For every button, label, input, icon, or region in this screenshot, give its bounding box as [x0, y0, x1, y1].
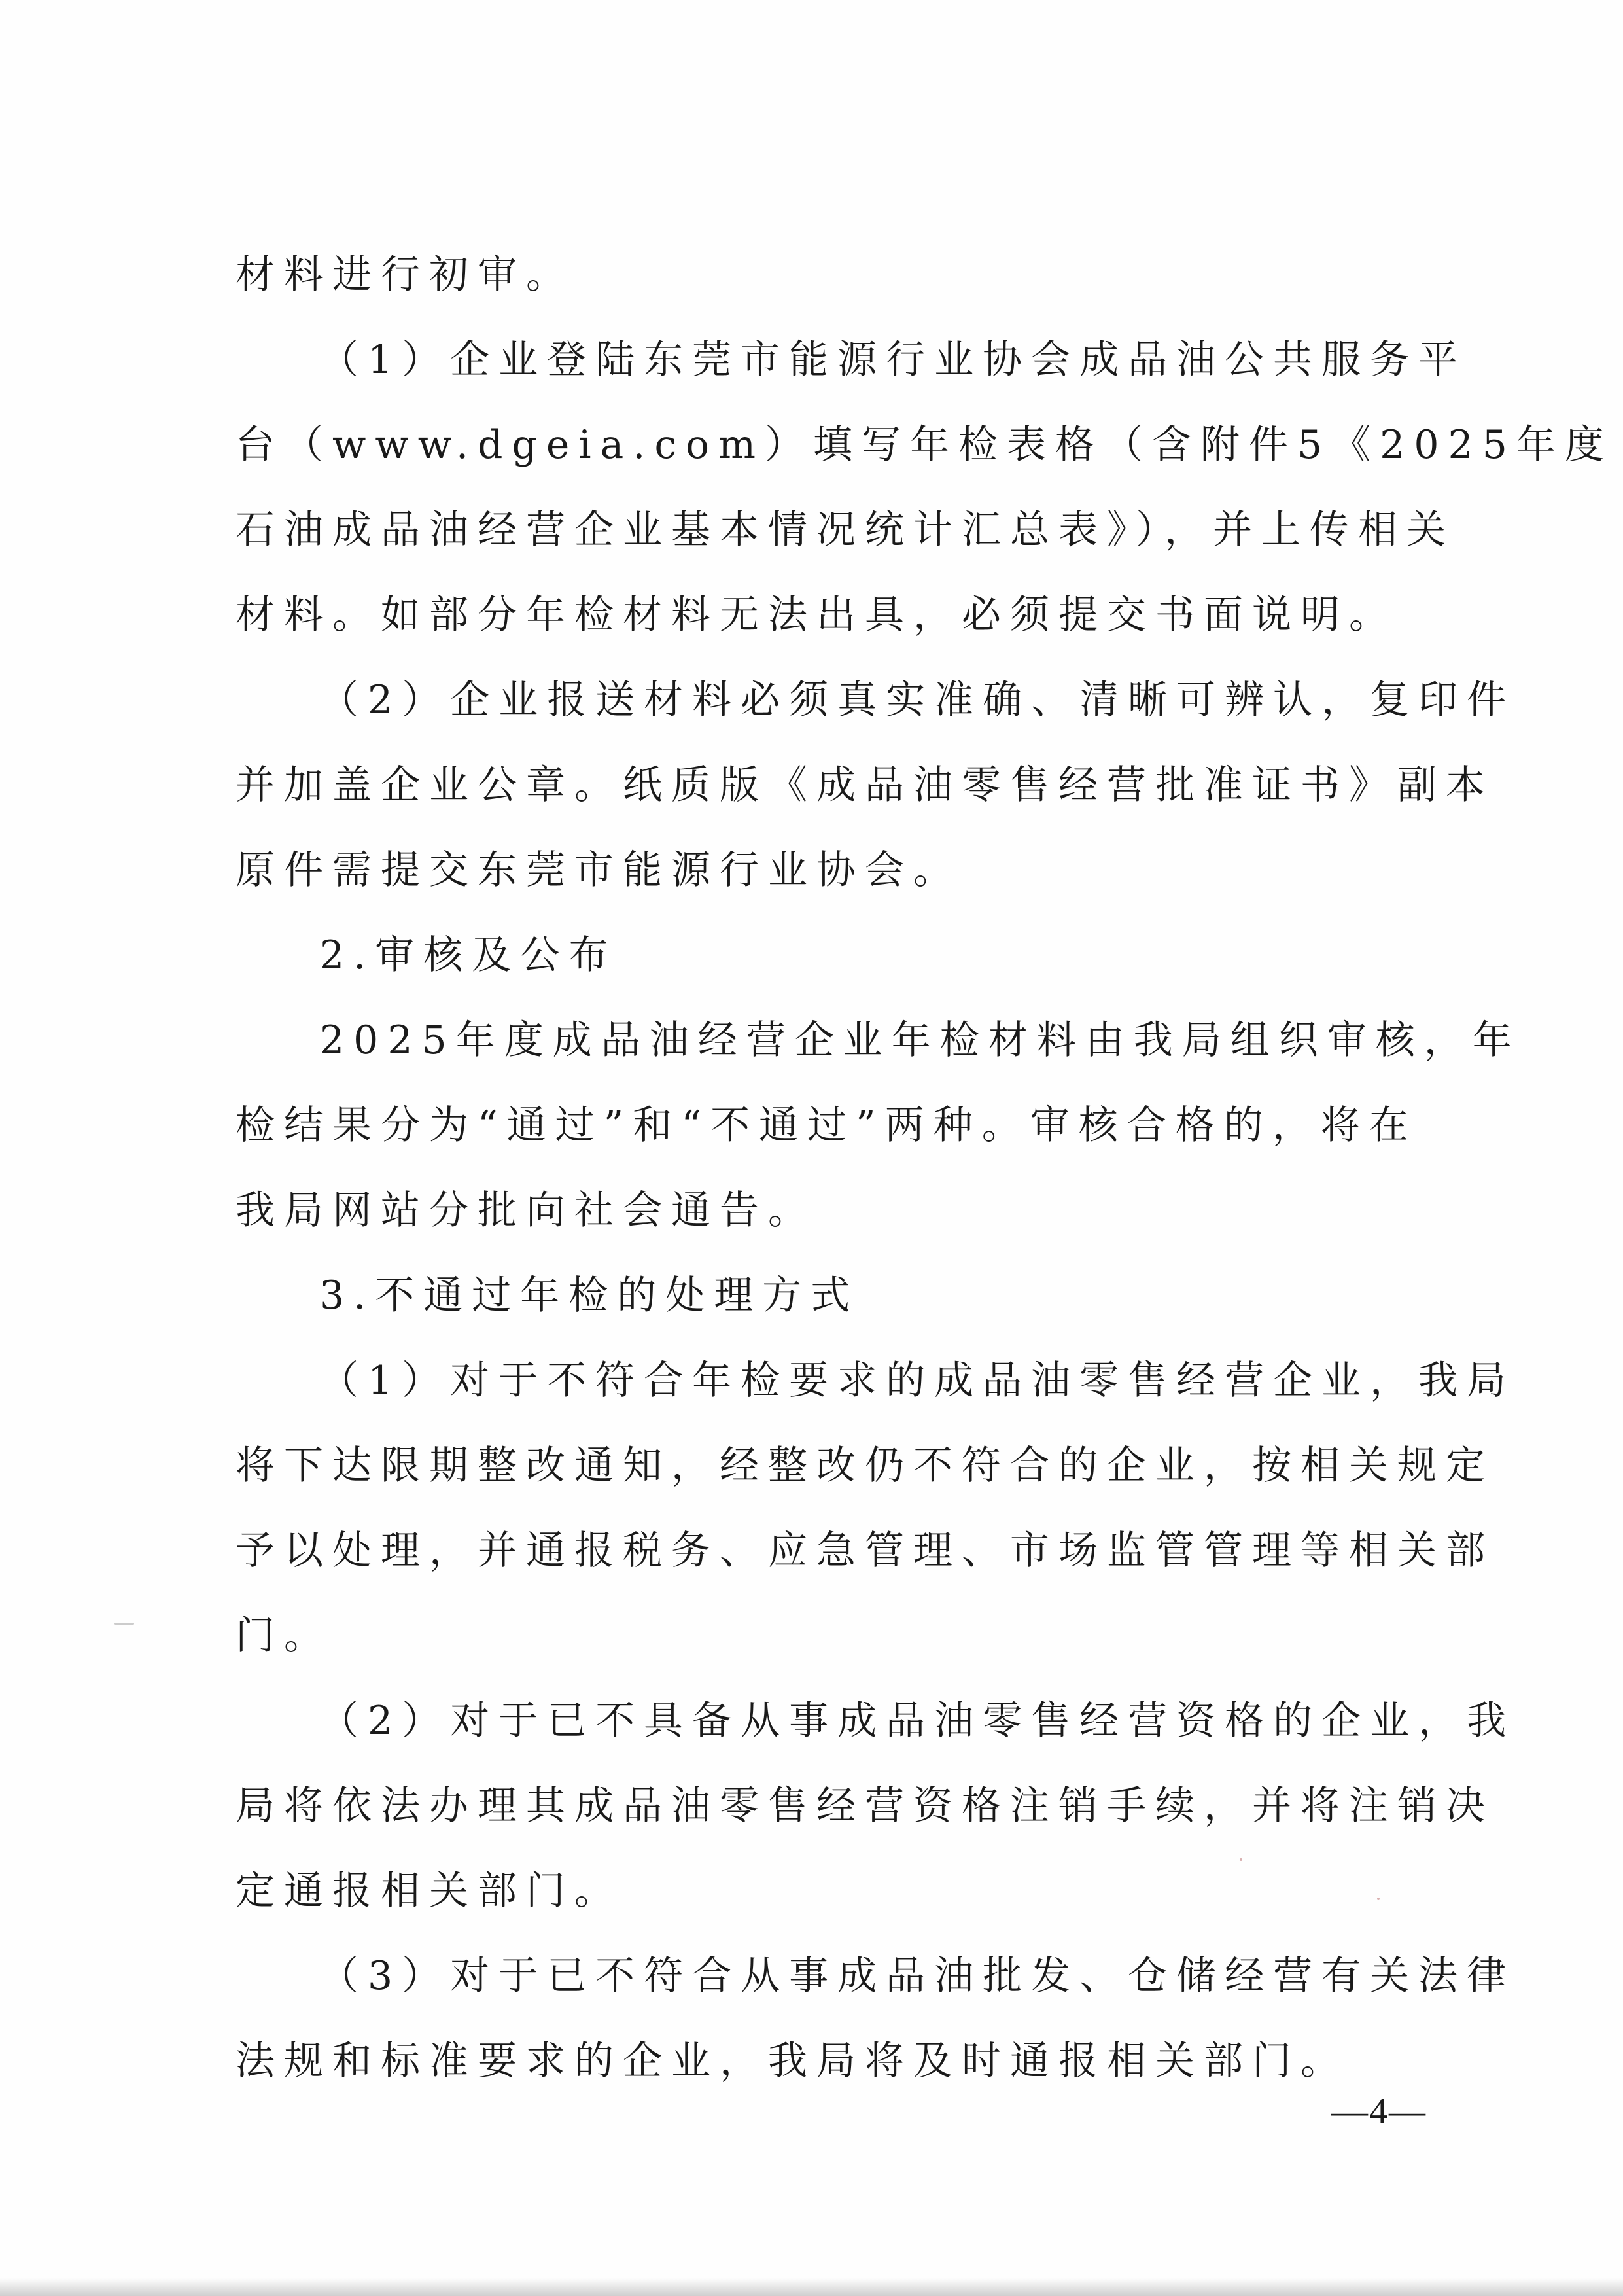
- text-line: 我局网站分批向社会通告。: [236, 1188, 816, 1233]
- scan-mark: [114, 1623, 134, 1625]
- text-line: 予以处理，并通报税务、应急管理、市场监管管理等相关部: [236, 1528, 1494, 1574]
- scan-speck: [1240, 1858, 1242, 1861]
- text-line: （2）企业报送材料必须真实准确、清晰可辨认，复印件: [319, 677, 1516, 723]
- text-line: 台（www.dgeia.com）填写年检表格（含附件5《2025年度: [236, 422, 1613, 468]
- text-line: （2）对于已不具备从事成品油零售经营资格的企业，我: [319, 1698, 1516, 1744]
- text-line: （1）对于不符合年检要求的成品油零售经营企业，我局: [319, 1358, 1516, 1404]
- section-heading: 3.不通过年检的处理方式: [319, 1273, 860, 1318]
- text-line: 材料。如部分年检材料无法出具，必须提交书面说明。: [236, 592, 1397, 638]
- text-line: 石油成品油经营企业基本情况统计汇总表》），并上传相关: [236, 507, 1455, 553]
- text-line: （3）对于已不符合从事成品油批发、仓储经营有关法律: [319, 1953, 1516, 1999]
- text-line: 局将依法办理其成品油零售经营资格注销手续，并将注销决: [236, 1783, 1494, 1829]
- text-line: 将下达限期整改通知，经整改仍不符合的企业，按相关规定: [236, 1443, 1494, 1489]
- page-number: —4—: [1331, 2091, 1427, 2132]
- text-line: 定通报相关部门。: [236, 1868, 623, 1914]
- text-line: 法规和标准要求的企业，我局将及时通报相关部门。: [236, 2038, 1349, 2084]
- text-line: 2025年度成品油经营企业年检材料由我局组织审核，年: [319, 1017, 1521, 1063]
- section-heading: 2.审核及公布: [319, 932, 618, 978]
- scan-bottom-edge: [0, 2278, 1623, 2296]
- scan-speck: [1377, 1898, 1380, 1900]
- text-line: 原件需提交东莞市能源行业协会。: [236, 847, 962, 893]
- document-body: [236, 232, 1613, 2104]
- text-line: 材料进行初审。: [236, 252, 574, 298]
- text-line: 并加盖企业公章。纸质版《成品油零售经营批准证书》副本: [236, 762, 1494, 808]
- text-line: 检结果分为“通过”和“不通过”两种。审核合格的，将在: [236, 1103, 1418, 1148]
- text-line: （1）企业登陆东莞市能源行业协会成品油公共服务平: [319, 337, 1467, 383]
- text-line: 门。: [236, 1613, 332, 1659]
